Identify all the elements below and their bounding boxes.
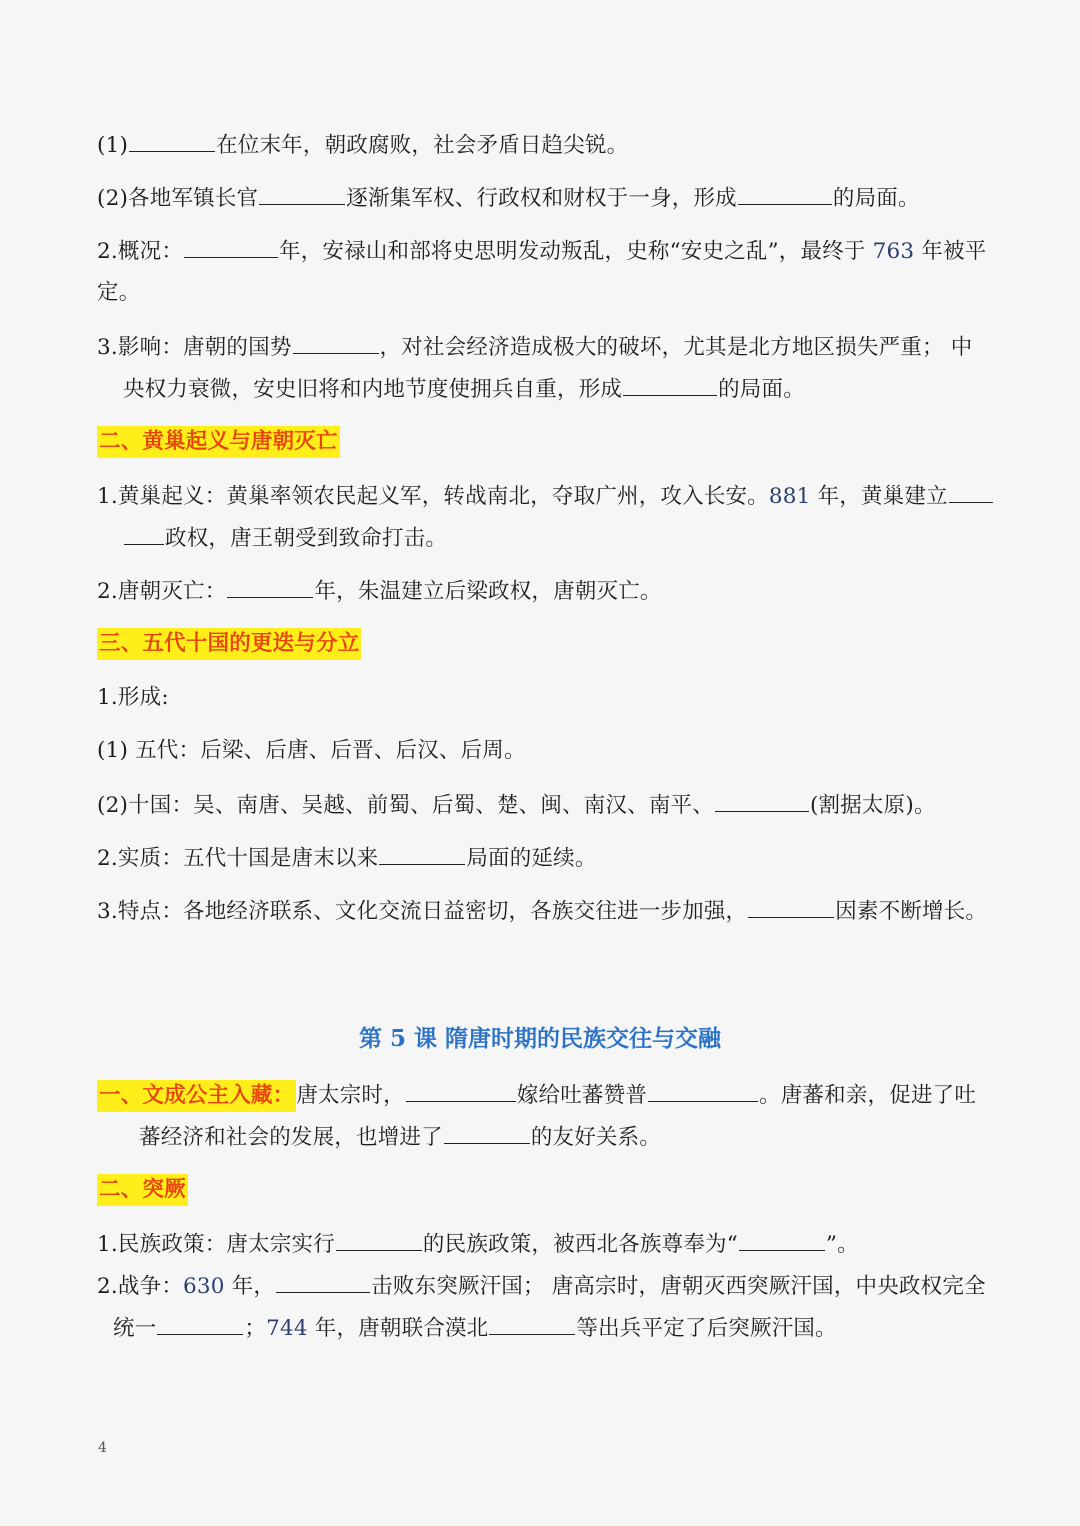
fill-blank[interactable] [336, 1228, 422, 1251]
text-line: (2)各地军镇长官 逐渐集军权、行政权和财权于一身，形成 的局面。 [97, 182, 984, 215]
fill-blank[interactable] [738, 182, 832, 205]
fill-blank[interactable] [157, 1312, 243, 1335]
text-line: 央权力衰微，安史旧将和内地节度使拥兵自重，形成 的局面。 [123, 373, 984, 406]
text-line: 1.形成: [97, 685, 169, 710]
fill-blank[interactable] [227, 575, 313, 598]
fill-blank[interactable] [739, 1228, 825, 1251]
fill-blank[interactable] [623, 373, 717, 396]
text-line: 定。 [97, 280, 141, 305]
text-line: 2.实质：五代十国是唐末以来 局面的延续。 [97, 842, 984, 875]
section-heading: 二、黄巢起义与唐朝灭亡 [97, 426, 984, 458]
text-line: 蕃经济和社会的发展，也增进了 的友好关系。 [139, 1121, 984, 1154]
text-line: 统一 ；744 年，唐朝联合漠北 等出兵平定了后突厥汗国。 [113, 1312, 984, 1345]
section-heading: 二、突厥 [97, 1174, 984, 1206]
page-number: 4 [98, 1440, 107, 1456]
lesson-title: 第 5 课 隋唐时期的民族交往与交融 [358, 1025, 722, 1052]
text-line: 2.概况： 年，安禄山和部将史思明发动叛乱，史称“安史之乱”，最终于 763 年被平 [97, 235, 984, 268]
fill-blank[interactable] [444, 1121, 530, 1144]
fill-blank[interactable] [406, 1079, 516, 1102]
text-line: 政权，唐王朝受到致命打击。 [123, 522, 984, 555]
text-line: 3.影响：唐朝的国势 ，对社会经济造成极大的破坏，尤其是北方地区损失严重； 中 [97, 331, 984, 364]
fill-blank[interactable] [124, 522, 164, 545]
text-line: 1.民族政策：唐太宗实行 的民族政策，被西北各族尊奉为“ ”。 [97, 1228, 984, 1261]
fill-blank[interactable] [259, 182, 345, 205]
text-line: (1) 在位末年，朝政腐败，社会矛盾日趋尖锐。 [97, 129, 984, 162]
text-line: 一、文成公主入藏：唐太宗时， 嫁给吐蕃赞普 。唐蕃和亲，促进了吐 [97, 1079, 984, 1112]
fill-blank[interactable] [489, 1312, 575, 1335]
text-line: 2.唐朝灭亡： 年，朱温建立后梁政权，唐朝灭亡。 [97, 575, 984, 608]
fill-blank[interactable] [949, 480, 993, 503]
fill-blank[interactable] [748, 895, 834, 918]
fill-blank[interactable] [184, 235, 278, 258]
fill-blank[interactable] [276, 1270, 370, 1293]
fill-blank[interactable] [379, 842, 465, 865]
text-line: (2)十国：吴、南唐、吴越、前蜀、后蜀、楚、闽、南汉、南平、 (割据太原)。 [97, 789, 984, 822]
text-line: 3.特点：各地经济联系、文化交流日益密切，各族交往进一步加强， 因素不断增长。 [97, 895, 984, 928]
text-line: 2.战争：630 年， 击败东突厥汗国； 唐高宗时，唐朝灭西突厥汗国，中央政权完全 [97, 1270, 984, 1303]
text-line: (1) 五代：后梁、后唐、后晋、后汉、后周。 [97, 738, 526, 763]
fill-blank[interactable] [129, 129, 215, 152]
section-heading: 三、五代十国的更迭与分立 [97, 628, 984, 660]
section-heading: 一、文成公主入藏： [97, 1080, 296, 1112]
fill-blank[interactable] [715, 789, 809, 812]
text-line: 1.黄巢起义：黄巢率领农民起义军，转战南北，夺取广州，攻入长安。881 年，黄巢建立 [97, 480, 984, 513]
fill-blank[interactable] [648, 1079, 758, 1102]
fill-blank[interactable] [293, 331, 379, 354]
